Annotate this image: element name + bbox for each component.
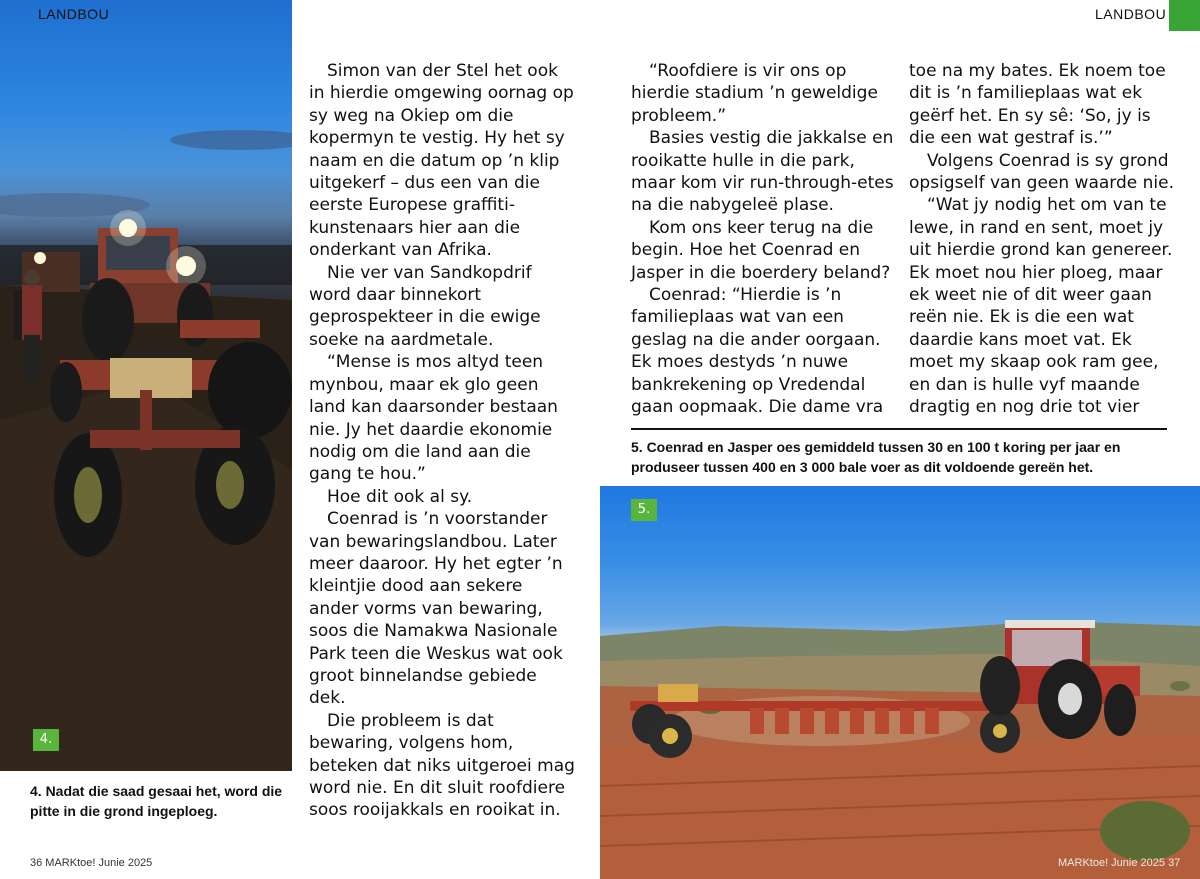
- photo-number-badge: 5.: [631, 499, 657, 521]
- section-tab-right: [1169, 0, 1200, 31]
- caption-divider: [631, 428, 1167, 430]
- paragraph: Kom ons keer terug na die begin. Hoe het Coenrad en Jasper in die boerdery beland?: [631, 217, 891, 283]
- article-column-2: [631, 60, 897, 419]
- section-label-right: LANDBOU: [1095, 6, 1167, 22]
- page-folio-left: 36 MARKtoe! Junie 2025: [30, 857, 153, 869]
- paragraph: “Roofdiere is vir ons op hierdie stadium ’n geweldige probleem.”: [631, 61, 878, 126]
- paragraph: Hoe dit ook al sy.: [327, 486, 473, 507]
- paragraph: “Mense is mos altyd teen mynbou, maar ek glo geen land kan daarsonder bestaan nie. Jy het daardie ekonomie nodig om die land aan die gang te hou.”: [309, 352, 558, 485]
- paragraph: Simon van der Stel het ook in hierdie omgewing oornag op sy weg na Okiep om die kopermyn te vestig. Hy het sy naam en die datum op ’n klip uitgekerf – dus een van die eerste Europese graffiti-kunstenaars hier aan die onderkant van Afrika.: [309, 61, 574, 261]
- paragraph: Die probleem is dat bewaring, volgens hom, beteken dat niks uitgeroei mag word nie. En dit sluit roofdiere soos rooijakkals en rooikat in.: [309, 710, 575, 821]
- photo-day-tractor: [600, 486, 1200, 879]
- paragraph: toe na my bates. Ek noem toe dit is ’n familieplaas wat ek geërf het. En sy sê: ‘So, jy is die een wat gestraf is.’”: [909, 61, 1166, 149]
- day-tractor-illustration: [600, 486, 1200, 879]
- article-column-3: [909, 60, 1181, 419]
- paragraph: “Wat jy nodig het om van te lewe, in rand en sent, moet jy uit hierdie grond kan genereer. Ek moet nou hier ploeg, maar ek weet nie of dit weer gaan reën nie. Ek is die een wat daardie kans moet vat. Ek moet my skaap ook ram gee, en dan is hulle vyf maande dragtig en nog drie tot vier: [909, 195, 1173, 418]
- photo-caption: 4. Nadat die saad gesaai het, word die pitte in die grond ingeploeg.: [30, 783, 283, 819]
- article-column-1: [309, 60, 575, 822]
- night-tractor-illustration: [0, 0, 292, 771]
- paragraph: Coenrad is ’n voorstander van bewaringslandbou. Later meer daaroor. Hy het egter ’n kleintjie dood aan sekere ander vorms van bewaring, soos die Namakwa Nasionale Park teen die Weskus wat ook groot binnelandse gebiede dek.: [309, 509, 563, 709]
- photo-number-badge: 4.: [33, 729, 59, 751]
- paragraph: Nie ver van Sandkopdrif word daar binnekort geprospekteer in die ewige soeke na aardmetale.: [309, 262, 541, 350]
- section-label-left: LANDBOU: [38, 6, 110, 22]
- paragraph: Coenrad: “Hierdie is ’n familieplaas wat van een geslag na die ander oorgaan. Ek moes destyds ’n nuwe bankrekening op Vredendal gaan oopmaak. Die dame vra: [631, 285, 884, 418]
- photo-night-tractor: [0, 0, 292, 771]
- photo-caption: 5. Coenrad en Jasper oes gemiddeld tussen 30 en 100 t koring per jaar en produseer tussen 400 en 3 000 bale voer as dit voldoende gereën het.: [631, 439, 1121, 475]
- page-folio-right: MARKtoe! Junie 2025 37: [1058, 857, 1181, 869]
- paragraph: Basies vestig die jakkalse en rooikatte hulle in die park, maar kom vir run-through-etes na die nabygeleë plase.: [631, 128, 894, 216]
- paragraph: Volgens Coenrad is sy grond opsigself van geen waarde nie.: [909, 150, 1174, 194]
